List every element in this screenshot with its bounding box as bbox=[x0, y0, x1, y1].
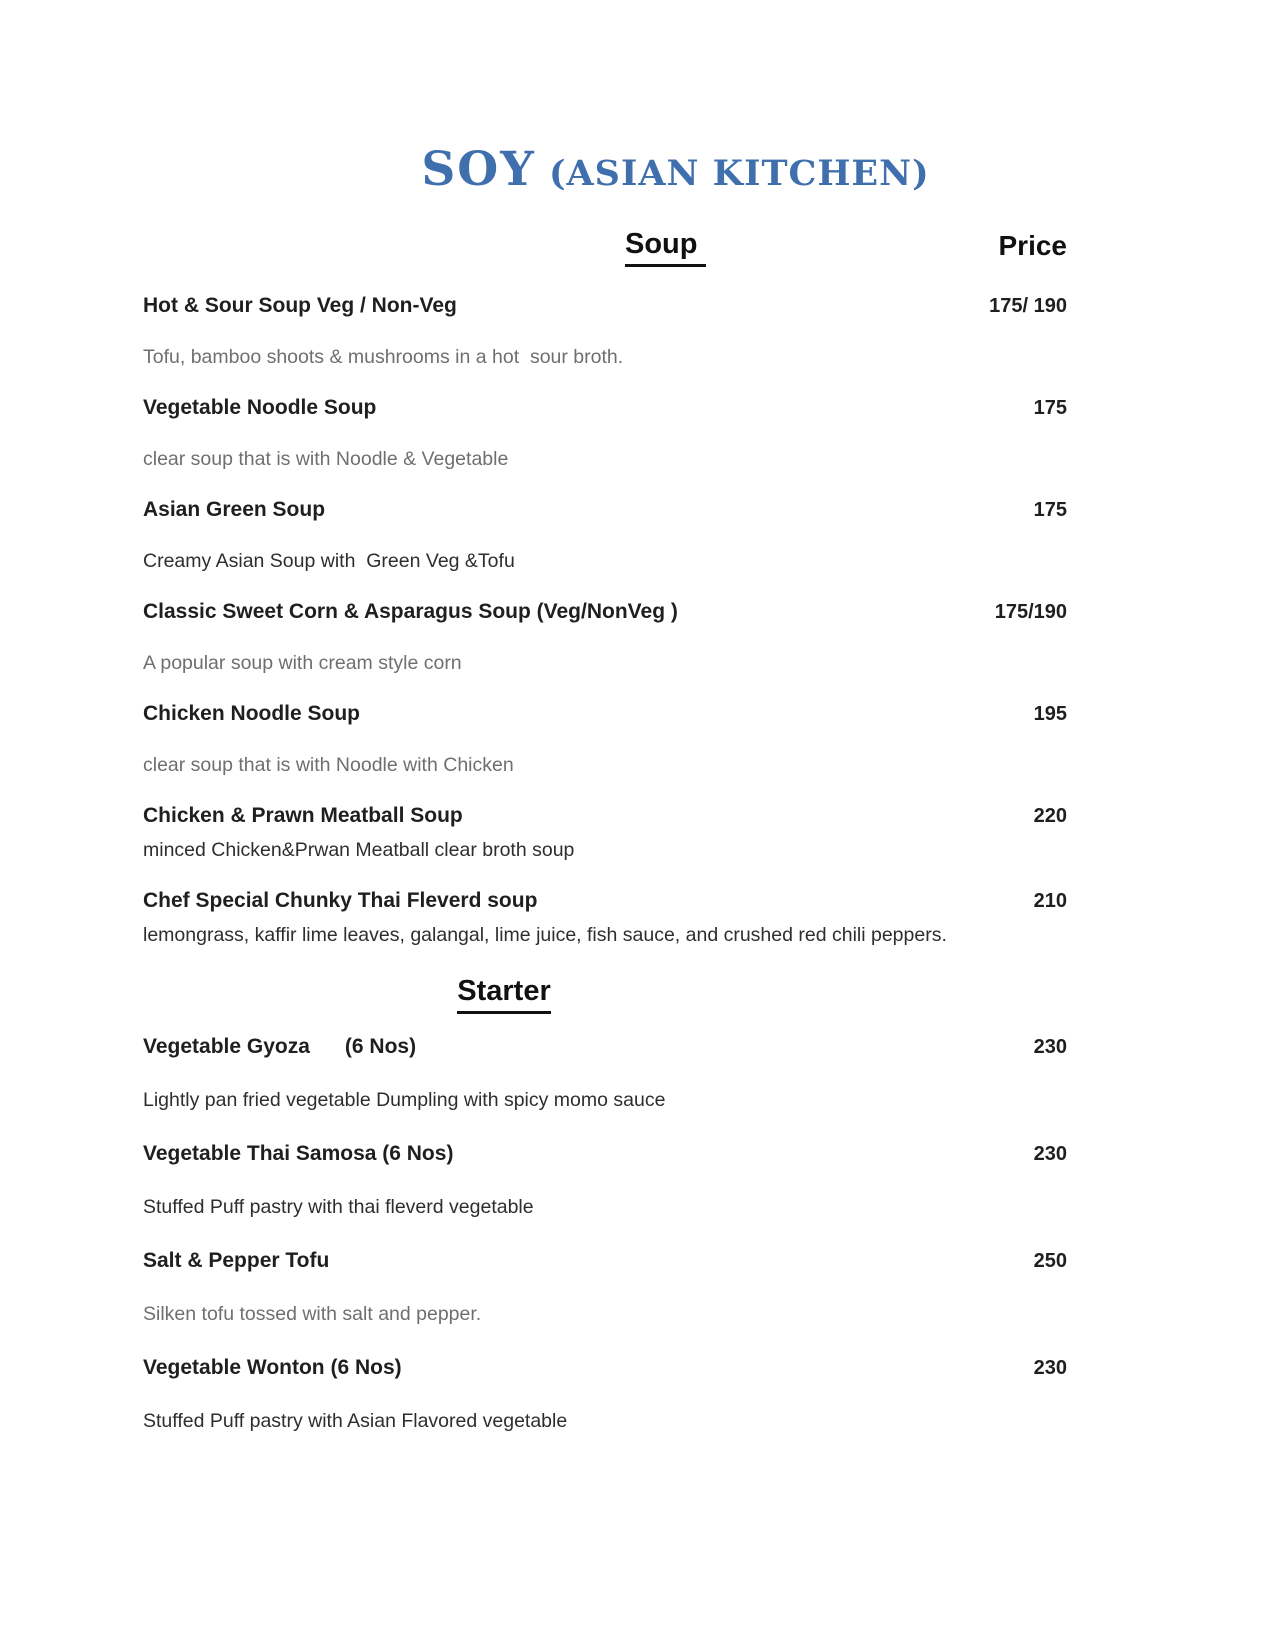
item-description: lemongrass, kaffir lime leaves, galangal, lime juice, fish sauce, and crushed red chili peppers. bbox=[143, 924, 947, 946]
menu-item-description-row bbox=[143, 1298, 1067, 1330]
menu-item-row bbox=[143, 392, 1067, 424]
item-description: Creamy Asian Soup with Green Veg &Tofu bbox=[143, 550, 515, 572]
item-description: Lightly pan fried vegetable Dumpling with spicy momo sauce bbox=[143, 1089, 666, 1111]
item-name: Vegetable Gyoza (6 Nos) bbox=[143, 1035, 417, 1058]
item-description: minced Chicken&Prwan Meatball clear broth soup bbox=[143, 839, 575, 861]
item-description: Stuffed Puff pastry with Asian Flavored vegetable bbox=[143, 1410, 568, 1432]
item-price: 195 bbox=[1033, 703, 1067, 725]
item-price: 210 bbox=[1033, 890, 1067, 912]
menu-item-description-row bbox=[143, 1405, 1067, 1437]
menu-item-row bbox=[143, 596, 1067, 628]
item-name: Classic Sweet Corn & Asparagus Soup (Veg/NonVeg ) bbox=[143, 600, 678, 623]
item-name: Vegetable Thai Samosa (6 Nos) bbox=[143, 1142, 454, 1165]
brand-suffix: (ASIAN KITCHEN) bbox=[535, 153, 930, 194]
item-price: 230 bbox=[1033, 1143, 1067, 1165]
item-price: 175 bbox=[1033, 499, 1067, 521]
item-description: clear soup that is with Noodle with Chicken bbox=[143, 754, 514, 776]
menu-item-row bbox=[143, 698, 1067, 730]
item-description: Tofu, bamboo shoots & mushrooms in a hot sour broth. bbox=[143, 346, 624, 368]
menu-item-row bbox=[143, 1031, 1067, 1063]
item-price: 230 bbox=[1033, 1357, 1067, 1379]
item-price: 230 bbox=[1033, 1036, 1067, 1058]
menu-item-description-row bbox=[143, 1191, 1067, 1223]
item-name: Vegetable Noodle Soup bbox=[143, 396, 377, 419]
item-name: Chicken & Prawn Meatball Soup bbox=[143, 804, 463, 827]
menu-item-row bbox=[143, 1138, 1067, 1170]
menu-item-row bbox=[143, 290, 1067, 322]
item-description: Silken tofu tossed with salt and pepper. bbox=[143, 1303, 482, 1325]
item-name: Asian Green Soup bbox=[143, 498, 326, 521]
soup-section-header bbox=[143, 225, 1067, 267]
menu-item-description-row bbox=[143, 1084, 1067, 1116]
section-heading-soup: Soup bbox=[625, 225, 706, 267]
starter-section-header bbox=[42, 971, 966, 1015]
item-name: Vegetable Wonton (6 Nos) bbox=[143, 1356, 402, 1379]
item-description: Stuffed Puff pastry with thai fleverd vegetable bbox=[143, 1196, 534, 1218]
menu-item-description-row bbox=[143, 443, 1067, 475]
menu-item-description-row bbox=[143, 545, 1067, 577]
menu-item-row bbox=[143, 800, 1067, 832]
menu-item-description-row bbox=[143, 647, 1067, 679]
menu-item-description-row bbox=[143, 749, 1067, 781]
menu-item-row bbox=[143, 1352, 1067, 1384]
menu-item-row bbox=[143, 885, 1067, 917]
item-price: 175/ 190 bbox=[989, 295, 1067, 317]
item-description: A popular soup with cream style corn bbox=[143, 652, 462, 674]
item-name: Salt & Pepper Tofu bbox=[143, 1249, 330, 1272]
item-name: Hot & Sour Soup Veg / Non-Veg bbox=[143, 294, 457, 317]
item-price: 250 bbox=[1033, 1250, 1067, 1272]
item-price: 220 bbox=[1033, 805, 1067, 827]
page-title bbox=[38, 142, 1275, 197]
item-price: 175/190 bbox=[994, 601, 1067, 623]
section-heading-starter: Starter bbox=[457, 971, 551, 1014]
price-column-header: Price bbox=[998, 230, 1067, 261]
menu-body bbox=[0, 225, 1275, 1437]
menu-item-row bbox=[143, 1245, 1067, 1277]
menu-item-description-row bbox=[143, 834, 1067, 866]
menu-item-row bbox=[143, 494, 1067, 526]
item-price: 175 bbox=[1033, 397, 1067, 419]
brand-name: SOY bbox=[421, 142, 536, 197]
item-name: Chef Special Chunky Thai Fleverd soup bbox=[143, 889, 538, 912]
menu-item-description-row bbox=[143, 341, 1067, 373]
menu-item-description-row bbox=[143, 919, 1067, 951]
item-description: clear soup that is with Noodle & Vegetable bbox=[143, 448, 509, 470]
item-name: Chicken Noodle Soup bbox=[143, 702, 361, 725]
